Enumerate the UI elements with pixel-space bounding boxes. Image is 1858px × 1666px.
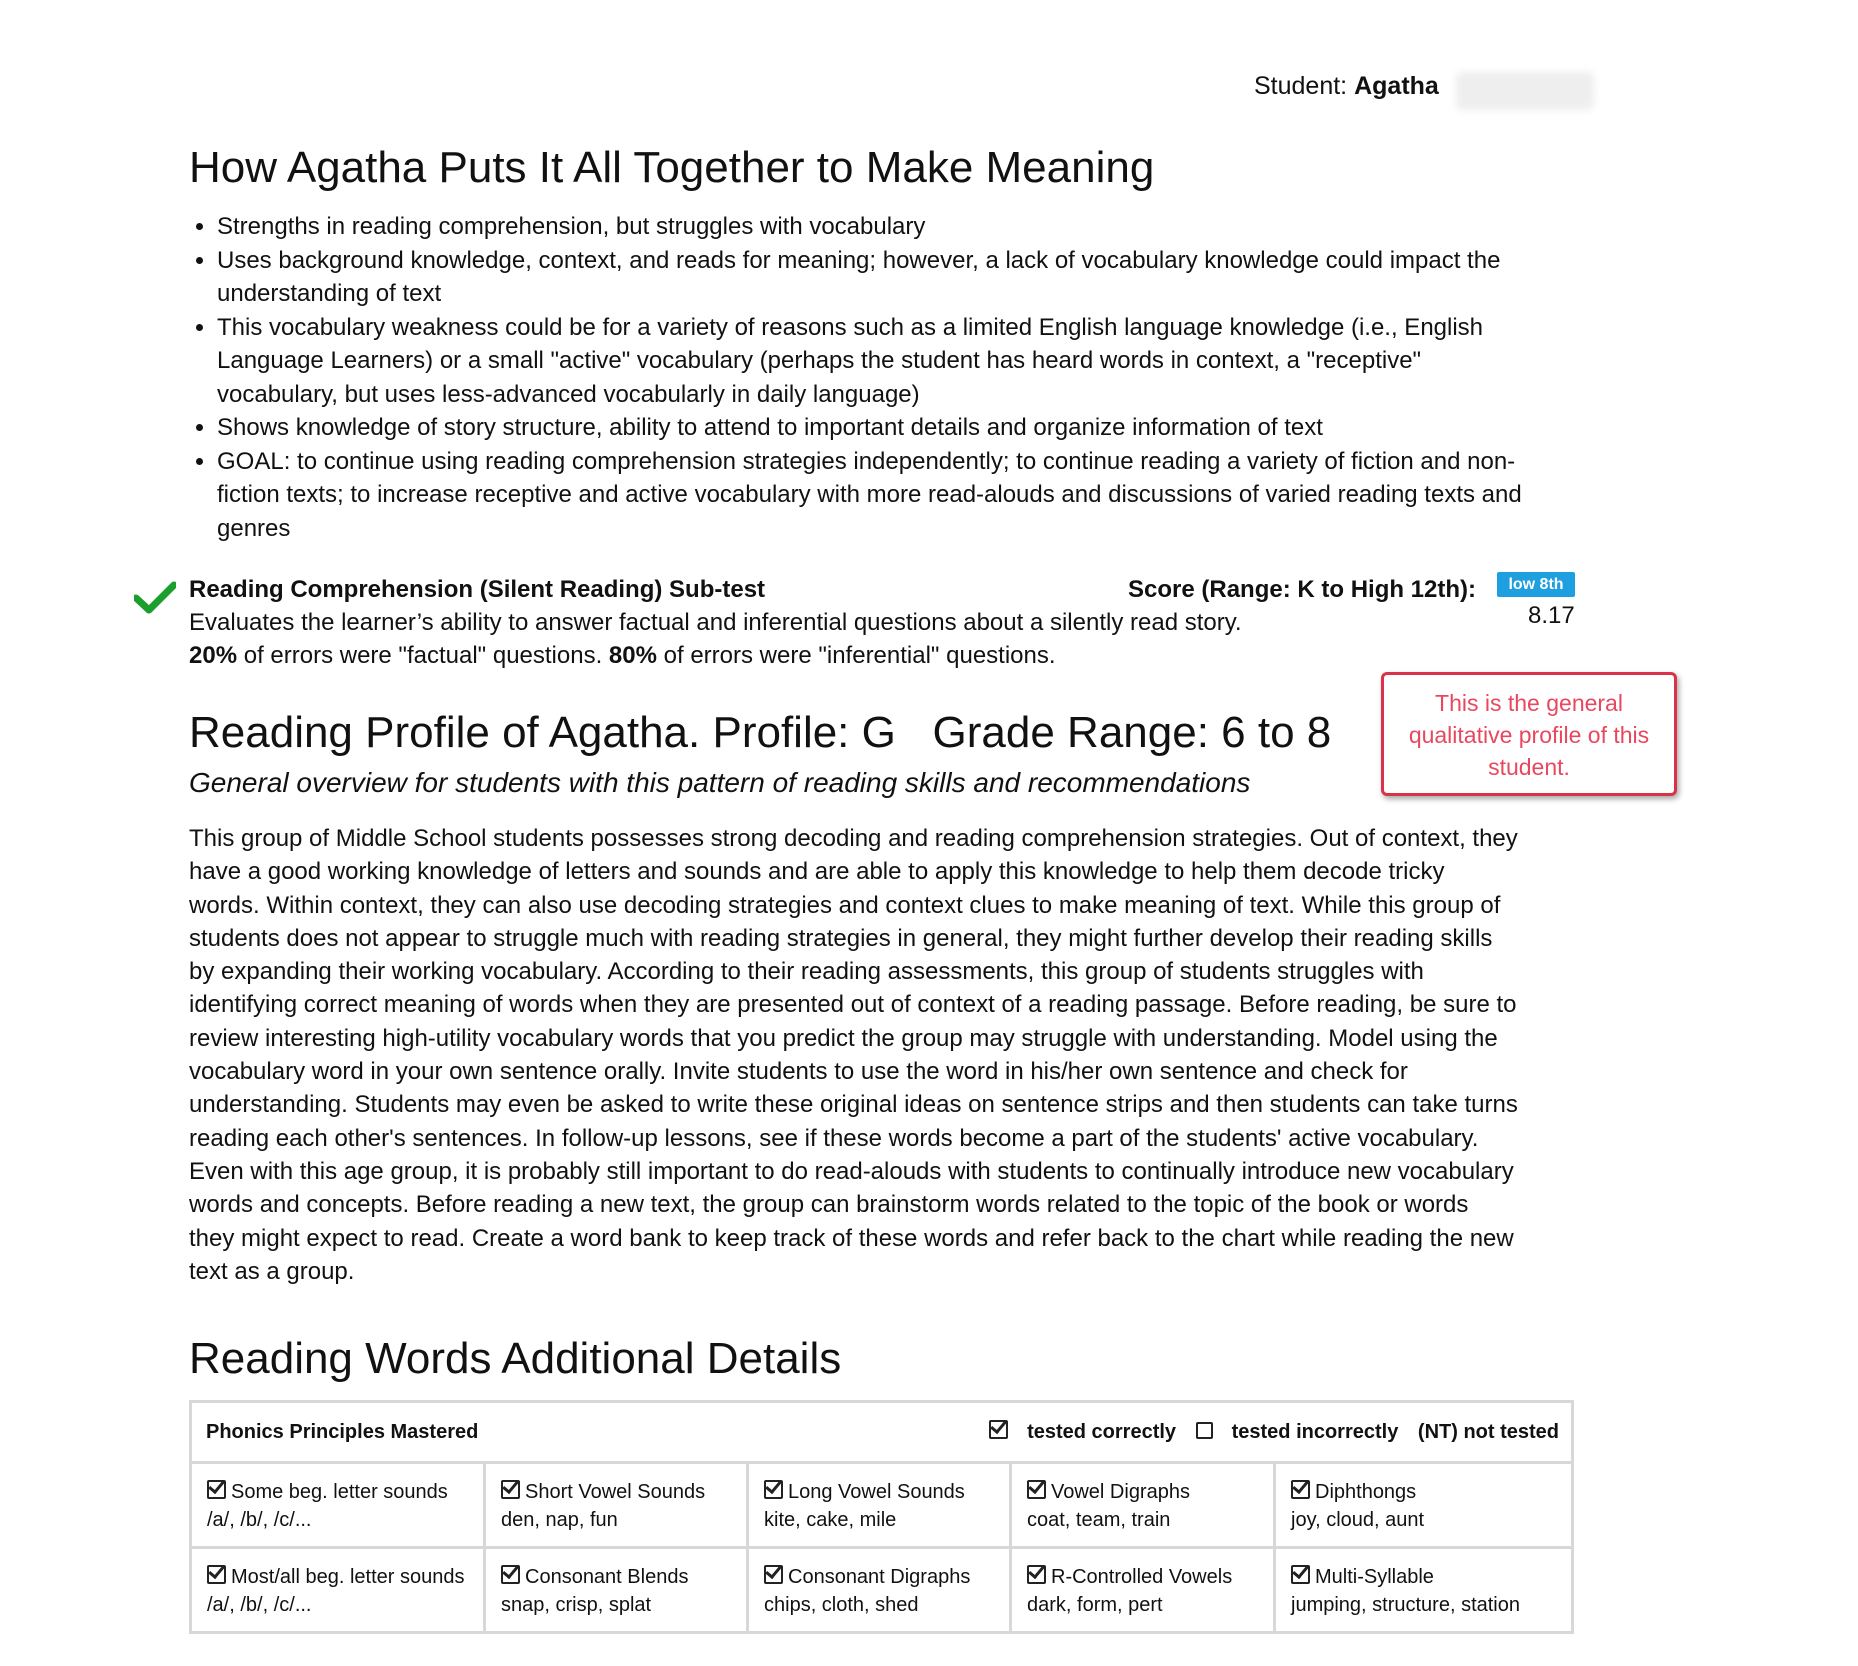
table-cell (191, 1548, 485, 1633)
legend-correct-label: tested correctly (1027, 1421, 1177, 1443)
checked-box-icon (207, 1565, 226, 1584)
skill-name: R-Controlled Vowels (1051, 1566, 1233, 1588)
checkmark-icon (134, 581, 176, 615)
legend-not-tested: (NT) not tested (1417, 1421, 1559, 1443)
skill-name: Consonant Digraphs (788, 1566, 971, 1588)
table-row (191, 1548, 1573, 1633)
table-row (191, 1463, 1573, 1548)
skill-name: Short Vowel Sounds (525, 1481, 706, 1503)
profile-subtitle: General overview for students with this pattern of reading skills and recommendations (189, 767, 1251, 798)
table-cell (1011, 1463, 1275, 1548)
legend (975, 1420, 1559, 1444)
skill-name: Some beg. letter sounds (231, 1481, 448, 1503)
checked-box-icon (501, 1480, 520, 1499)
skill-name: Most/all beg. letter sounds (231, 1566, 465, 1588)
skill-examples: dark, form, pert (1027, 1594, 1163, 1616)
skill-examples: snap, crisp, splat (501, 1594, 652, 1616)
inferential-text: of errors were "inferential" questions. (656, 642, 1056, 669)
table-cell (748, 1548, 1011, 1633)
skill-examples: kite, cake, mile (764, 1509, 897, 1531)
bullet-item: • GOAL: to continue using reading comprehension strategies independently; to continue reading a variety of fiction and non-fiction texts; to increase receptive and active vocabulary with more read-alouds and discussions of varied reading texts and genres (217, 445, 1547, 546)
table-cell (1275, 1463, 1573, 1548)
details-title: Reading Words Additional Details (189, 1334, 842, 1383)
checked-box-icon (1291, 1565, 1310, 1584)
grade-badge: low 8th (1497, 572, 1575, 597)
checked-box-icon (764, 1480, 783, 1499)
section-title-meaning: How Agatha Puts It All Together to Make Meaning (189, 143, 1155, 192)
table-cell (191, 1463, 485, 1548)
skill-examples: jumping, structure, station (1291, 1594, 1520, 1616)
student-name: Agatha (1354, 72, 1439, 100)
table-header (191, 1402, 1573, 1463)
checked-box-icon (1027, 1565, 1046, 1584)
skill-name: Long Vowel Sounds (788, 1481, 965, 1503)
profile-paragraph: This group of Middle School students possesses strong decoding and reading comprehension strategies. Out of context, they have a good working knowledge of letters and sounds and are able to apply this knowledge to help them decode tricky words. Within context, they can also use decoding strategies and context clues to make meaning of text. While this group of students does not appear to struggle much with reading strategies in general, they might further develop their reading skills by expanding their working vocabulary. According to their reading assessments, this group of students struggles with identifying correct meaning of words when they are presented out of context of a reading passage. Before reading, be sure to review interesting high-utility vocabulary words that you predict the group may struggle with understanding. Model using the vocabulary word in your own sentence orally. Invite students to use the word in his/her own sentence and check for understanding. Students may even be asked to write these original ideas on sentence strips and then students can take turns reading each other's sentences. In follow-up lessons, see if these words become a part of the students' active vocabulary. Even with this age group, it is probably still important to do read-alouds with students to continually introduce new vocabulary words and concepts. Before reading a new text, the group can brainstorm words related to the topic of the book or words they might expect to read. Create a word bank to keep track of these words and refer back to the chart while reading the new text as a group. (189, 825, 1518, 1285)
bullet-item: • Strengths in reading comprehension, but struggles with vocabulary (217, 210, 1547, 244)
checked-box-icon (1027, 1480, 1046, 1499)
factual-percent: 20% (189, 642, 238, 669)
factual-text: of errors were "factual" questions. (237, 642, 609, 669)
table-header-label: Phonics Principles Mastered (206, 1420, 479, 1443)
legend-incorrect-label: tested incorrectly (1231, 1421, 1399, 1443)
subtest-description: Evaluates the learner’s ability to answer factual and inferential questions about a silently read story. (189, 609, 1242, 636)
annotation-callout: This is the general qualitative profile of this student. (1381, 672, 1677, 796)
table-cell (485, 1463, 748, 1548)
skill-examples: den, nap, fun (501, 1509, 618, 1531)
skill-examples: /a/, /b/, /c/... (207, 1509, 312, 1531)
skill-name: Multi-Syllable (1315, 1566, 1434, 1588)
table-cell (748, 1463, 1011, 1548)
subtest-title: Reading Comprehension (Silent Reading) Sub-test (189, 576, 766, 603)
profile-title: Reading Profile of Agatha. Profile: G Grade Range: 6 to 8 (189, 708, 1332, 757)
phonics-table (189, 1400, 1574, 1634)
skill-examples: coat, team, train (1027, 1509, 1171, 1531)
bullet-item: • Shows knowledge of story structure, ability to attend to important details and organize information of text (217, 411, 1547, 445)
student-label (1254, 72, 1439, 101)
skill-examples: joy, cloud, aunt (1291, 1509, 1425, 1531)
skill-name: Vowel Digraphs (1051, 1481, 1190, 1503)
empty-box-icon (1196, 1422, 1213, 1439)
legend-correct (989, 1421, 1176, 1443)
score-value: 8.17 (1528, 602, 1575, 629)
checked-box-icon (764, 1565, 783, 1584)
bullet-item: • Uses background knowledge, context, and reads for meaning; however, a lack of vocabulary knowledge could impact the understanding of text (217, 244, 1547, 311)
checked-box-icon (989, 1420, 1008, 1439)
checked-box-icon (207, 1480, 226, 1499)
skill-examples: /a/, /b/, /c/... (207, 1594, 312, 1616)
skill-name: Diphthongs (1315, 1481, 1417, 1503)
table-cell (485, 1548, 748, 1633)
table-cell (1011, 1548, 1275, 1633)
bullet-item: • This vocabulary weakness could be for a variety of reasons such as a limited English language knowledge (i.e., English Language Learners) or a small "active" vocabulary (perhaps the student has heard words in context, a "receptive" vocabulary, but uses less-advanced vocabularly in daily language) (217, 311, 1547, 412)
redacted-surname (1456, 72, 1594, 110)
inferential-percent: 80% (608, 642, 657, 669)
skill-name: Consonant Blends (525, 1566, 689, 1588)
summary-bullets (189, 210, 1547, 545)
student-label-text: Student: (1254, 72, 1348, 100)
checked-box-icon (501, 1565, 520, 1584)
table-cell (1275, 1548, 1573, 1633)
subtest-errors (189, 642, 1056, 670)
score-label: Score (Range: K to High 12th): (1128, 576, 1477, 603)
checked-box-icon (1291, 1480, 1310, 1499)
skill-examples: chips, cloth, shed (764, 1594, 919, 1616)
legend-incorrect (1196, 1421, 1399, 1443)
